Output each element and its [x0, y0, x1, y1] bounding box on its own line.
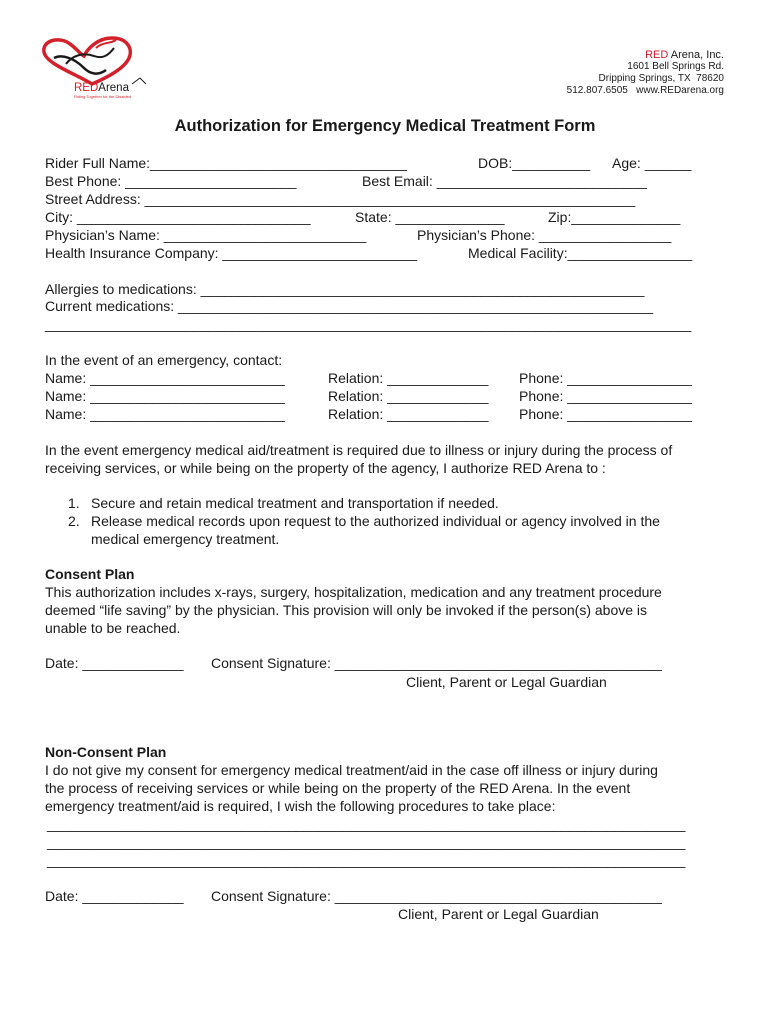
form-title: Authorization for Emergency Medical Treatment Form	[174, 117, 596, 135]
non-consent-date-field[interactable]: Date: _____________	[45, 888, 184, 904]
emergency-contact-intro: In the event of an emergency, contact:	[45, 352, 283, 368]
authorization-text-line: receiving services, or while being on the property of the agency, I authorize RED Arena to :	[45, 460, 606, 476]
medications-extra-line[interactable]: ___________________________________________________________________________________	[45, 316, 692, 332]
contact-name-field[interactable]: Name: _________________________	[45, 406, 285, 422]
procedure-line[interactable]: __________________________________________________________________________________	[47, 852, 686, 868]
medical-facility-field[interactable]: Medical Facility:________________	[468, 245, 693, 261]
non-consent-text-line: the process of receiving services or while being on the property of the RED Arena. In the event	[45, 780, 631, 796]
authorization-text-line: In the event emergency medical aid/treatment is required due to illness or injury during the process of	[45, 442, 673, 458]
logo-tagline: Riding Together for the Disabled	[74, 94, 132, 99]
best-phone-field[interactable]: Best Phone: ______________________	[45, 173, 297, 189]
physician-name-field[interactable]: Physician’s Name: __________________________	[45, 227, 367, 243]
contact-relation-field[interactable]: Relation: _____________	[328, 370, 489, 386]
current-medications-field[interactable]: Current medications: _____________________________________________________________	[45, 298, 654, 314]
logo-wordmark: REDArena	[74, 82, 129, 94]
org-name: RED Arena, Inc.	[645, 49, 724, 61]
procedure-line[interactable]: __________________________________________________________________________________	[47, 834, 686, 850]
non-consent-text-line: emergency treatment/aid is required, I wish the following procedures to take place:	[45, 798, 556, 814]
contact-name-field[interactable]: Name: _________________________	[45, 370, 285, 386]
red-arena-logo	[36, 34, 148, 104]
consent-signature-caption: Client, Parent or Legal Guardian	[406, 674, 607, 690]
contact-name-field[interactable]: Name: _________________________	[45, 388, 285, 404]
consent-text-line: unable to be reached.	[45, 620, 181, 636]
list-item-secure-treatment: Secure and retain medical treatment and transportation if needed.	[91, 495, 499, 511]
org-contact: 512.807.6505 www.REDarena.org	[566, 85, 724, 96]
org-address-line2: Dripping Springs, TX 78620	[598, 73, 724, 84]
org-address-line1: 1601 Bell Springs Rd.	[627, 61, 724, 72]
consent-text-line: deemed “life saving” by the physician. This provision will only be invoked if the person(s) above is	[45, 602, 648, 618]
list-number: 1.	[68, 495, 80, 511]
best-email-field[interactable]: Best Email: ___________________________	[362, 173, 647, 189]
physician-phone-field[interactable]: Physician’s Phone: _________________	[417, 227, 672, 243]
list-item-release-records: Release medical records upon request to the authorized individual or agency involved in the	[91, 513, 660, 529]
contact-relation-field[interactable]: Relation: _____________	[328, 388, 489, 404]
allergies-field[interactable]: Allergies to medications: _________________________________________________________	[45, 281, 645, 297]
contact-relation-field[interactable]: Relation: _____________	[328, 406, 489, 422]
dob-field[interactable]: DOB:__________	[478, 155, 591, 171]
contact-phone-field[interactable]: Phone: ________________	[519, 388, 692, 404]
age-field[interactable]: Age: ______	[612, 155, 692, 171]
procedure-line[interactable]: __________________________________________________________________________________	[47, 816, 686, 832]
consent-text-line: This authorization includes x-rays, surgery, hospitalization, medication and any treatment procedure	[45, 584, 662, 600]
city-field[interactable]: City: ______________________________	[45, 209, 311, 225]
non-consent-signature-caption: Client, Parent or Legal Guardian	[398, 906, 599, 922]
non-consent-signature-field[interactable]: Consent Signature: __________________________________________	[211, 888, 662, 904]
contact-phone-field[interactable]: Phone: ________________	[519, 370, 692, 386]
zip-field[interactable]: Zip:______________	[548, 209, 681, 225]
list-number: 2.	[68, 513, 80, 529]
non-consent-plan-heading: Non-Consent Plan	[45, 744, 167, 760]
health-insurance-field[interactable]: Health Insurance Company: _________________________	[45, 245, 418, 261]
rider-full-name-field[interactable]: Rider Full Name:_________________________________	[45, 155, 407, 171]
street-address-field[interactable]: Street Address: _______________________________________________________________	[45, 191, 636, 207]
state-field[interactable]: State: ______________	[355, 209, 505, 225]
non-consent-text-line: I do not give my consent for emergency medical treatment/aid in the case off illness or injury during	[45, 762, 658, 778]
consent-date-field[interactable]: Date: _____________	[45, 655, 184, 671]
contact-phone-field[interactable]: Phone: ________________	[519, 406, 692, 422]
consent-plan-heading: Consent Plan	[45, 566, 135, 582]
list-item-release-records-cont: medical emergency treatment.	[91, 531, 280, 547]
consent-signature-field[interactable]: Consent Signature: __________________________________________	[211, 655, 662, 671]
